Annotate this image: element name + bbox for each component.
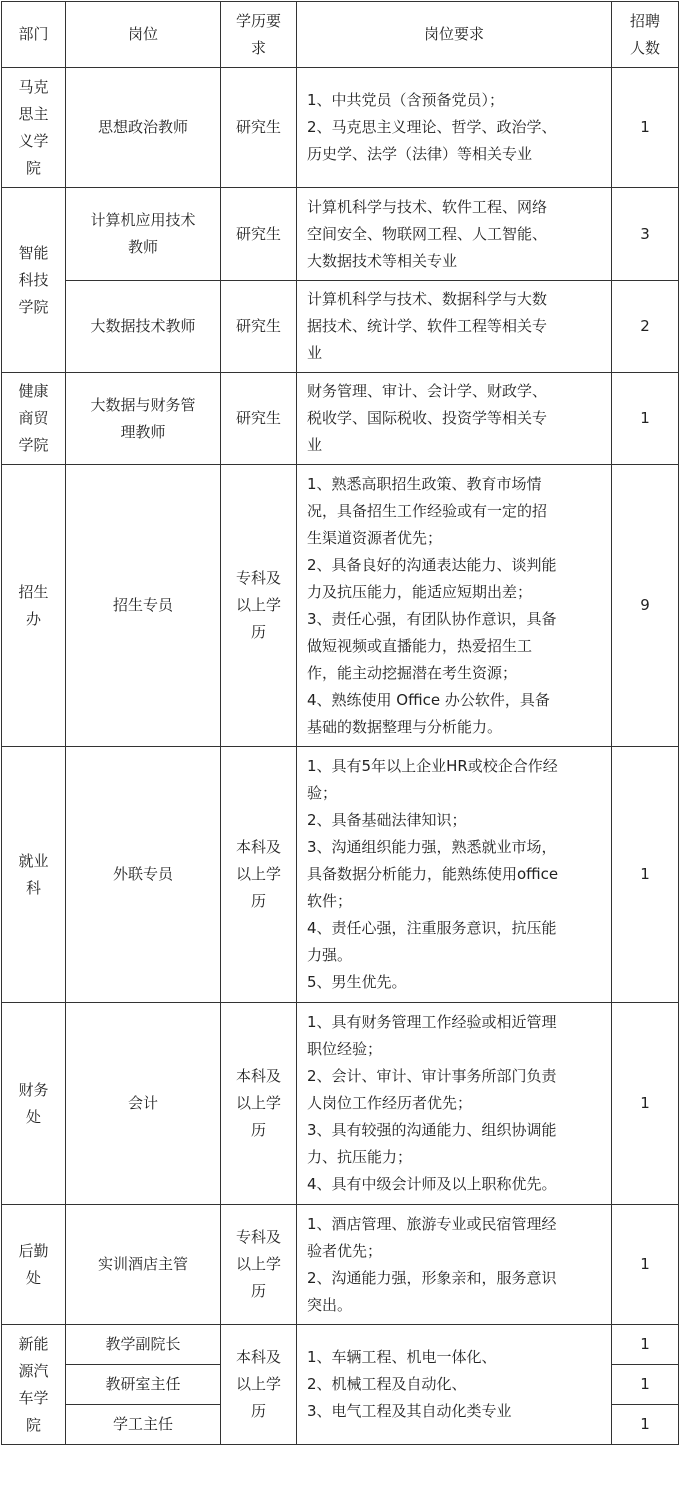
position-cell: 教学副院长 [66,1325,221,1365]
requirements-cell: 1、中共党员（含预备党员）； 2、马克思主义理论、哲学、政治学、 历史学、法学（法律）等相关专业 [297,68,612,188]
dept-cell: 招生 办 [2,465,66,747]
dept-cell: 马克 思主 义学 院 [2,68,66,188]
education-cell: 专科及 以上学 历 [221,465,297,747]
position-cell: 教研室主任 [66,1365,221,1405]
requirements-cell: 1、具有5年以上企业HR或校企合作经 验； 2、具备基础法律知识； 3、沟通组织能力强，熟悉就业市场， 具备数据分析能力，能熟练使用office 软件； 4、责任心强，注重服务意识，抗压能 力强。 5、男生优先。 [297,747,612,1003]
education-cell: 本科及 以上学 历 [221,1325,297,1445]
requirements-cell: 1、酒店管理、旅游专业或民宿管理经 验者优先； 2、沟通能力强，形象亲和，服务意识 突出。 [297,1205,612,1325]
header-requirements: 岗位要求 [297,2,612,68]
requirements-cell: 1、具有财务管理工作经验或相近管理 职位经验； 2、会计、审计、审计事务所部门负责 人岗位工作经历者优先； 3、具有较强的沟通能力、组织协调能 力、抗压能力； 4、具有中级会计师及以上职称优先。 [297,1003,612,1205]
education-cell: 研究生 [221,188,297,281]
position-cell: 会计 [66,1003,221,1205]
count-cell: 3 [612,188,679,281]
count-cell: 9 [612,465,679,747]
position-cell: 大数据技术教师 [66,281,221,373]
count-cell: 1 [612,1325,679,1365]
position-cell: 实训酒店主管 [66,1205,221,1325]
table-row [2,188,679,281]
count-cell: 1 [612,1365,679,1405]
dept-cell: 后勤 处 [2,1205,66,1325]
requirements-cell: 计算机科学与技术、数据科学与大数 据技术、统计学、软件工程等相关专 业 [297,281,612,373]
requirements-cell: 计算机科学与技术、软件工程、网络 空间安全、物联网工程、人工智能、 大数据技术等相关专业 [297,188,612,281]
header-education: 学历要 求 [221,2,297,68]
position-cell: 学工主任 [66,1405,221,1445]
table-row [2,1003,679,1205]
table-row [2,68,679,188]
dept-cell: 财务 处 [2,1003,66,1205]
table-row [2,747,679,1003]
table-row [2,373,679,465]
education-cell: 研究生 [221,68,297,188]
position-cell: 外联专员 [66,747,221,1003]
count-cell: 2 [612,281,679,373]
dept-cell: 智能 科技 学院 [2,188,66,373]
header-dept: 部门 [2,2,66,68]
education-cell: 专科及 以上学 历 [221,1205,297,1325]
table-row [2,1205,679,1325]
position-cell: 招生专员 [66,465,221,747]
count-cell: 1 [612,1405,679,1445]
recruitment-table [1,1,679,1445]
table-row [2,281,679,373]
dept-cell: 就业 科 [2,747,66,1003]
table-row [2,465,679,747]
dept-cell: 新能 源汽 车学 院 [2,1325,66,1445]
education-cell: 研究生 [221,373,297,465]
position-cell: 思想政治教师 [66,68,221,188]
table-row [2,1325,679,1365]
header-count: 招聘 人数 [612,2,679,68]
header-position: 岗位 [66,2,221,68]
requirements-cell: 1、熟悉高职招生政策、教育市场情 况，具备招生工作经验或有一定的招 生渠道资源者优先； 2、具备良好的沟通表达能力、谈判能 力及抗压能力，能适应短期出差； 3、责任心强，有团队协作意识，具备 做短视频或直播能力，热爱招生工 作，能主动挖掘潜在考生资源； 4、熟练使用 Office 办公软件，具备 基础的数据整理与分析能力。 [297,465,612,747]
education-cell: 本科及 以上学 历 [221,1003,297,1205]
count-cell: 1 [612,1003,679,1205]
count-cell: 1 [612,1205,679,1325]
count-cell: 1 [612,68,679,188]
header-row [2,2,679,68]
dept-cell: 健康 商贸 学院 [2,373,66,465]
requirements-cell: 财务管理、审计、会计学、财政学、 税收学、国际税收、投资学等相关专 业 [297,373,612,465]
education-cell: 研究生 [221,281,297,373]
requirements-cell: 1、车辆工程、机电一体化、 2、机械工程及自动化、 3、电气工程及其自动化类专业 [297,1325,612,1445]
position-cell: 大数据与财务管 理教师 [66,373,221,465]
position-cell: 计算机应用技术 教师 [66,188,221,281]
count-cell: 1 [612,747,679,1003]
education-cell: 本科及 以上学 历 [221,747,297,1003]
count-cell: 1 [612,373,679,465]
